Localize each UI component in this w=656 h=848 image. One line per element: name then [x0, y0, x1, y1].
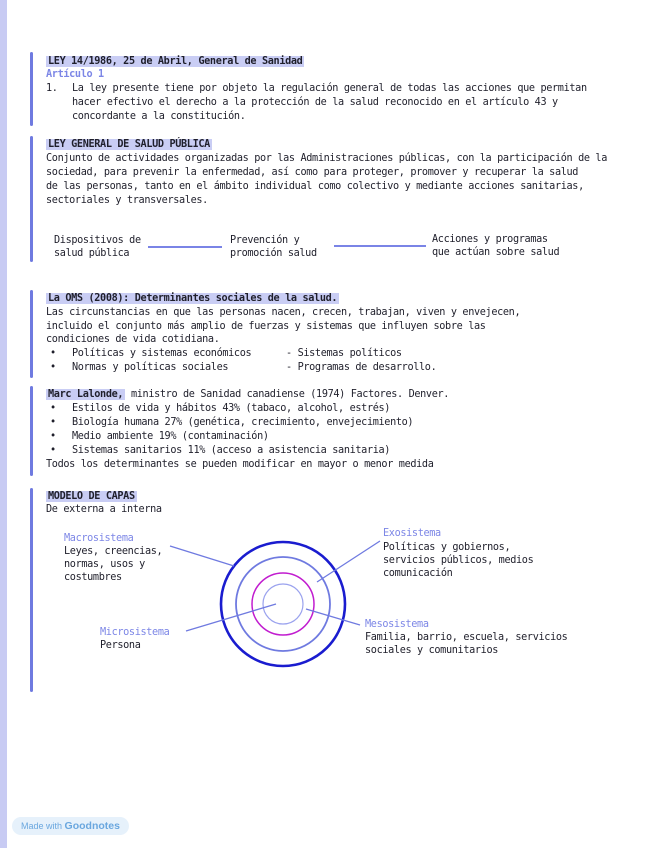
section5-title: MODELO DE CAPAS [48, 491, 135, 502]
section4-closing: Todos los determinantes se pueden modificar en mayor o menor medida [46, 459, 434, 470]
mesosistema-ring [252, 573, 314, 635]
bullet-dot: • [50, 348, 56, 359]
bullet-dot: • [50, 417, 56, 428]
bullet-dot: • [50, 445, 56, 456]
section2-line: sectoriales y transversales. [46, 195, 208, 206]
macro-pointer-line [170, 546, 234, 566]
macrosistema-ring [221, 542, 345, 666]
mesosistema-text: Familia, barrio, escuela, servicios sociales y comunitarios [365, 632, 568, 656]
bullet-dot: • [50, 403, 56, 414]
bullet-dot: • [50, 431, 56, 442]
section3-bullet-right: - Programas de desarrollo. [286, 362, 437, 373]
microsistema-text: Persona [100, 640, 141, 651]
meso-pointer-line [306, 609, 360, 625]
section2-line: Conjunto de actividades organizadas por las Administraciones públicas, con la participación de la [46, 153, 607, 164]
section3-title: La OMS (2008): Determinantes sociales de la salud. [48, 293, 338, 304]
section2-line: de las personas, tanto en el ámbito individual como colectivo y mediante acciones sanitarias, [46, 181, 584, 192]
section3-bullet-right: - Sistemas políticos [286, 348, 402, 359]
flow-step-dispositivos: Dispositivos de salud pública [54, 235, 141, 259]
section4-bullet: Biología humana 27% (genética, crecimiento, envejecimiento) [72, 417, 414, 428]
section1-line: hacer efectivo el derecho a la protección de la salud reconocido en el artículo 43 y [72, 97, 558, 108]
bullet-dot: • [50, 362, 56, 373]
section3-line: condiciones de vida cotidiana. [46, 334, 220, 345]
exosistema-ring [236, 557, 330, 651]
exosistema-title: Exosistema [383, 528, 441, 539]
section3-line: incluido el conjunto más amplio de fuerzas y sistemas que influyen sobre las [46, 321, 486, 332]
section2-title: LEY GENERAL DE SALUD PÚBLICA [48, 139, 210, 150]
goodnotes-badge[interactable]: Made with Goodnotes [12, 817, 129, 835]
flow-step-prevencion: Prevención y promoción salud [230, 235, 317, 259]
section4-title: Marc Lalonde, ministro de Sanidad canadiense (1974) Factores. Denver. [48, 389, 450, 400]
section4-bullet: Medio ambiente 19% (contaminación) [72, 431, 269, 442]
section1-article: Artículo 1 [46, 69, 104, 80]
section4-bullet: Sistemas sanitarios 11% (acceso a asistencia sanitaria) [72, 445, 391, 456]
microsistema-ring [263, 584, 303, 624]
section3-bullet-left: Normas y políticas sociales [72, 362, 229, 373]
macrosistema-title: Macrosistema [64, 533, 134, 544]
section1-title: LEY 14/1986, 25 de Abril, General de Sanidad [48, 56, 303, 67]
mesosistema-title: Mesosistema [365, 619, 429, 630]
section1-line: La ley presente tiene por objeto la regulación general de todas las acciones que permitan [72, 83, 587, 94]
section1-line: concordante a la constitución. [72, 111, 246, 122]
exosistema-text: Políticas y gobiernos, servicios públicos, medios comunicación [383, 542, 534, 579]
section2-line: sociedad, para prevenir la enfermedad, así como para proteger, promover y recuperar la salud [46, 167, 579, 178]
microsistema-title: Microsistema [100, 627, 170, 638]
flow-step-acciones: Acciones y programas que actúan sobre salud [432, 234, 560, 258]
section3-bullet-left: Políticas y sistemas económicos [72, 348, 252, 359]
macrosistema-text: Leyes, creencias, normas, usos y costumbres [64, 546, 163, 583]
section4-bullet: Estilos de vida y hábitos 43% (tabaco, alcohol, estrés) [72, 403, 391, 414]
section1-item-number: 1. [46, 83, 58, 94]
section3-line: Las circunstancias en que las personas nacen, crecen, trabajan, viven y envejecen, [46, 307, 521, 318]
section5-subtitle: De externa a interna [46, 504, 162, 515]
